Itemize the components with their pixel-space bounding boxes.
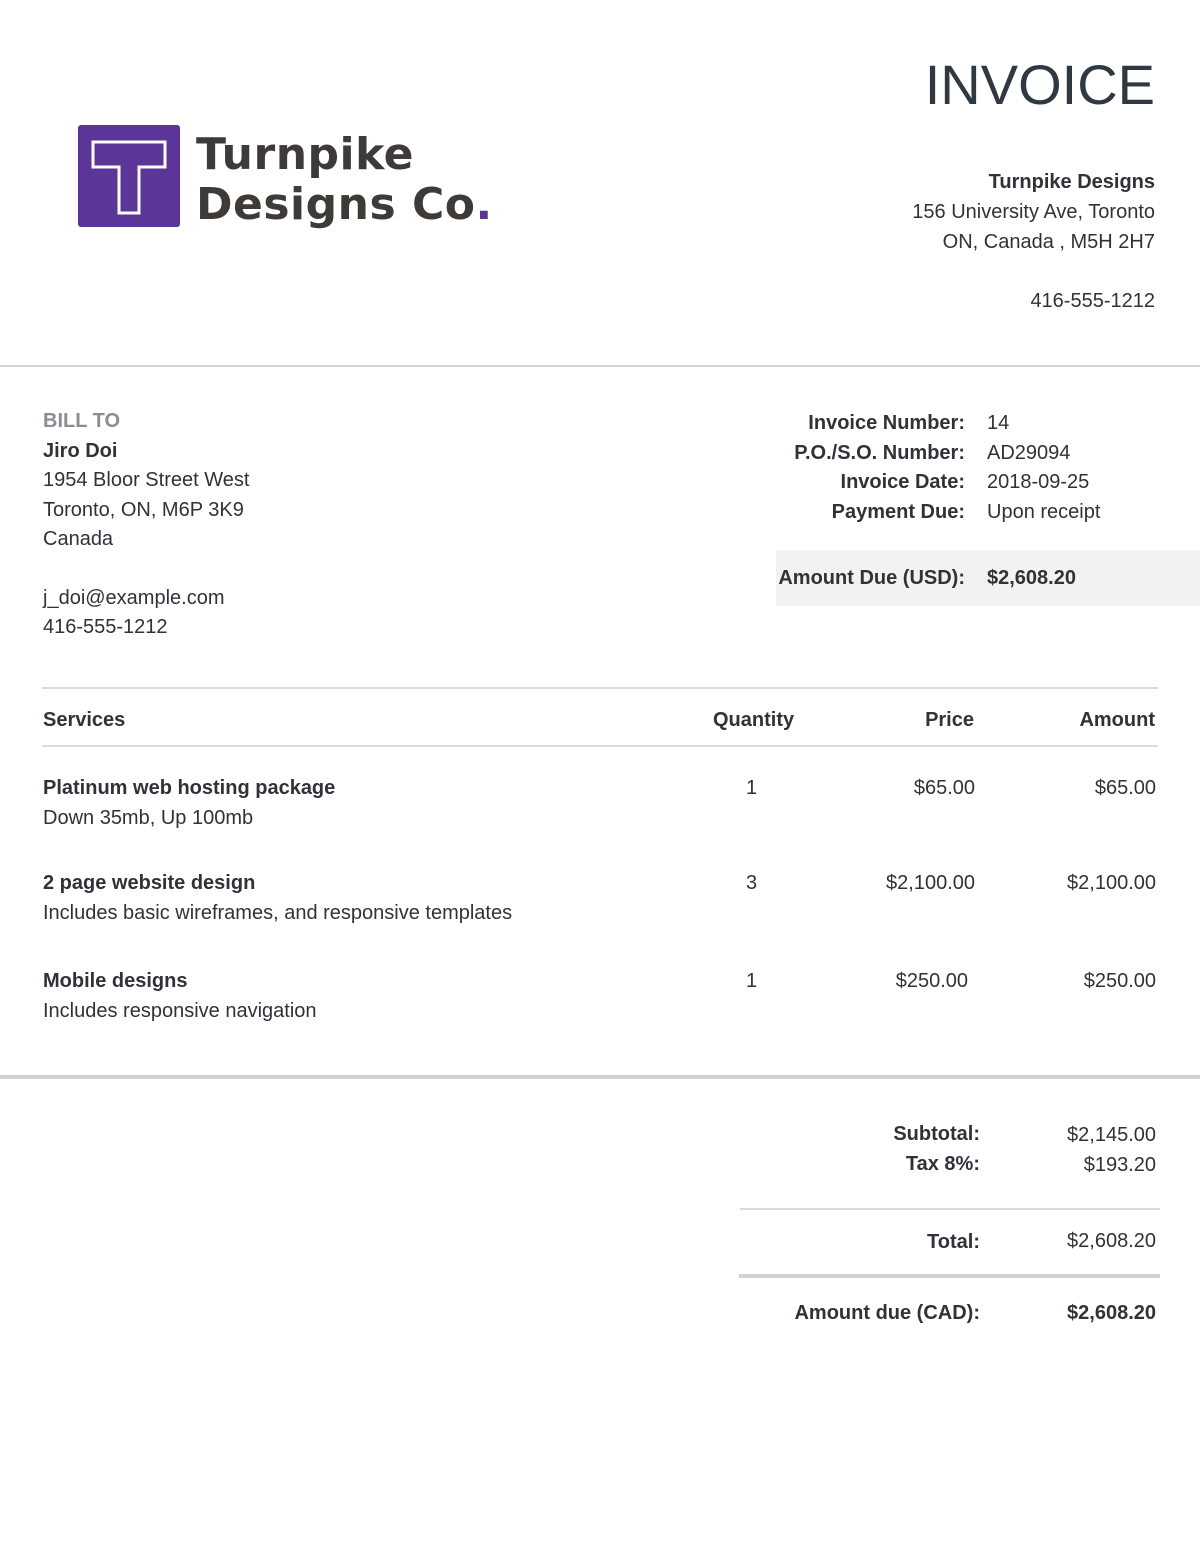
service-title: Platinum web hosting package <box>43 777 336 799</box>
column-header-quantity: Quantity <box>713 709 795 731</box>
logo-dot: . <box>475 179 493 230</box>
invoice-meta <box>776 409 1187 527</box>
po-number-label: P.O./S.O. Number: <box>794 441 965 464</box>
service-title: Mobile designs <box>43 970 188 992</box>
tax-value: $193.20 <box>1083 1154 1156 1176</box>
table-row <box>43 966 317 1026</box>
company-info <box>912 167 1155 316</box>
row-quantity: 3 <box>746 872 758 894</box>
client-phone: 416-555-1212 <box>43 616 168 638</box>
invoice-number-value: 14 <box>987 412 1010 434</box>
client-address-line-2: Toronto, ON, M6P 3K9 <box>43 498 244 521</box>
total-value: $2,608.20 <box>1067 1230 1156 1252</box>
amount-due-usd-value: $2,608.20 <box>987 566 1076 589</box>
invoice-date-label: Invoice Date: <box>840 471 965 493</box>
amount-due-cad-value: $2,608.20 <box>1067 1302 1156 1324</box>
spacer <box>43 555 249 584</box>
t-logo-icon <box>78 125 180 227</box>
company-address-line-1: 156 University Ave, Toronto <box>912 201 1155 223</box>
po-number-value: AD29094 <box>987 441 1071 464</box>
row-price: $65.00 <box>913 777 975 799</box>
bill-to-block <box>43 407 249 643</box>
meta-row-invoice-date <box>776 468 1187 498</box>
page-title: INVOICE <box>924 53 1155 116</box>
service-description: Includes basic wireframes, and responsive templates <box>43 902 513 924</box>
bill-to-label: BILL TO <box>43 410 121 432</box>
invoice-number-label: Invoice Number: <box>808 412 965 434</box>
row-price: $2,100.00 <box>886 872 975 894</box>
meta-row-po-number <box>776 439 1187 469</box>
table-bottom-divider <box>0 1075 1200 1079</box>
meta-row-payment-due <box>776 498 1187 528</box>
logo-mark <box>78 125 180 227</box>
table-row <box>43 868 512 928</box>
row-amount: $250.00 <box>1083 970 1156 992</box>
invoice-date-value: 2018-09-25 <box>987 471 1090 493</box>
logo-line-2 <box>196 180 493 230</box>
service-title: 2 page website design <box>43 872 256 894</box>
column-header-services: Services <box>43 709 126 731</box>
company-address-line-2: ON, Canada , M5H 2H7 <box>942 231 1155 253</box>
row-amount: $2,100.00 <box>1067 872 1156 894</box>
service-description: Down 35mb, Up 100mb <box>43 807 254 829</box>
header-divider <box>0 365 1200 367</box>
row-quantity: 1 <box>746 970 758 992</box>
client-name: Jiro Doi <box>43 439 118 462</box>
totals-divider <box>740 1208 1160 1210</box>
logo-line-1: Turnpike <box>196 129 415 180</box>
amount-due-band <box>776 550 1200 606</box>
tax-label: Tax 8%: <box>905 1153 980 1175</box>
row-quantity: 1 <box>746 777 758 799</box>
table-row <box>43 773 335 833</box>
logo-line-2-text: Designs Co <box>196 179 476 230</box>
company-phone: 416-555-1212 <box>1030 290 1155 312</box>
amount-due-cad-label: Amount due (CAD): <box>794 1302 980 1324</box>
total-label: Total: <box>927 1231 980 1253</box>
meta-row-invoice-number <box>776 409 1187 439</box>
subtotal-label: Subtotal: <box>893 1123 980 1145</box>
row-price: $250.00 <box>895 970 968 992</box>
table-header-border <box>42 745 1158 747</box>
company-name: Turnpike Designs <box>988 171 1155 193</box>
payment-due-label: Payment Due: <box>831 500 965 523</box>
row-amount: $65.00 <box>1094 777 1156 799</box>
table-top-border <box>42 687 1158 689</box>
client-email[interactable]: j_doi@example.com <box>43 586 225 609</box>
column-header-amount: Amount <box>1079 709 1155 731</box>
amount-due-divider <box>739 1274 1160 1278</box>
client-country: Canada <box>43 528 114 550</box>
client-address-line-1: 1954 Bloor Street West <box>43 469 250 491</box>
subtotal-value: $2,145.00 <box>1067 1124 1156 1146</box>
payment-due-value: Upon receipt <box>987 500 1101 523</box>
column-header-price: Price <box>925 709 974 731</box>
amount-due-usd-label: Amount Due (USD): <box>778 566 965 589</box>
service-description: Includes responsive navigation <box>43 1000 317 1022</box>
logo-wordmark <box>196 130 493 230</box>
